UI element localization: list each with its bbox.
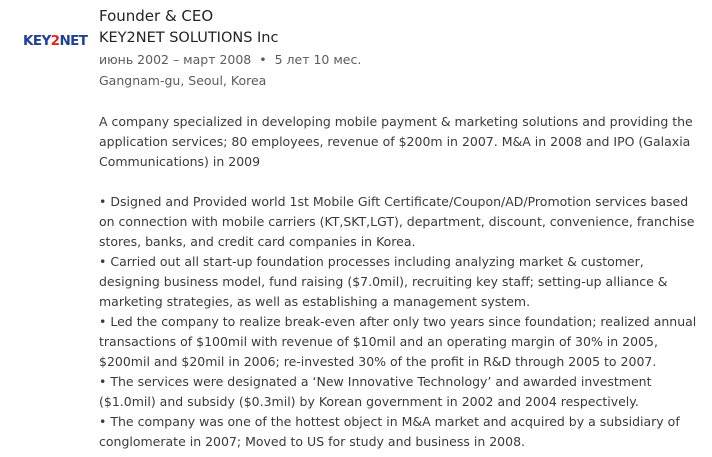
duration: 5 лет 10 мес.: [274, 52, 362, 67]
achievement-item: • Dsigned and Provided world 1st Mobile Gift Certificate/Coupon/AD/Promotion services based on connection with mobile carriers (KT,SKT,LGT), department, discount, convenience, franchise stores, banks, and credit card companies in Korea.: [99, 192, 705, 252]
job-title: Founder & CEO: [99, 7, 214, 25]
svg-text:KEY2NET: KEY2NET: [23, 33, 88, 48]
achievement-list: [99, 192, 705, 452]
company-logo[interactable]: [23, 31, 93, 48]
position-header: [99, 5, 699, 91]
location: Gangnam-gu, Seoul, Korea: [99, 73, 267, 88]
description-intro: A company specialized in developing mobile payment & marketing solutions and providing the application services; 80 employees, revenue of $200m in 2007. M&A in 2008 and IPO (Galaxia Communications) in 2009: [99, 114, 693, 169]
achievement-item: • The services were designated a ‘New Innovative Technology’ and awarded investment ($1.0mil) and subsidy ($0.3mil) by Korean government in 2002 and 2004 respectively.: [99, 372, 705, 412]
company-name[interactable]: KEY2NET SOLUTIONS Inc: [99, 30, 279, 46]
achievement-item: • The company was one of the hottest object in M&A market and acquired by a subsidiary of conglomerate in 2007; Moved to US for study and business in 2008.: [99, 412, 705, 452]
achievement-item: • Carried out all start-up foundation processes including analyzing market & customer, designing business model, fund raising ($7.0mil), recruiting key staff; setting-up alliance & marketing strategies, as well as establishing a management system.: [99, 252, 705, 312]
job-description: [99, 112, 705, 452]
achievement-item: • Led the company to realize break-even after only two years since foundation; realized annual transactions of $100mil with revenue of $10mil and an operating margin of 30% in 2005, $200mil and $20mil in 2006; re-invested 30% of the profit in R&D through 2005 to 2007.: [99, 312, 705, 372]
dates: июнь 2002 – март 2008: [99, 52, 252, 67]
key2net-logo-icon: [23, 31, 93, 48]
date-range: [99, 49, 699, 70]
meta-separator: •: [259, 52, 267, 67]
